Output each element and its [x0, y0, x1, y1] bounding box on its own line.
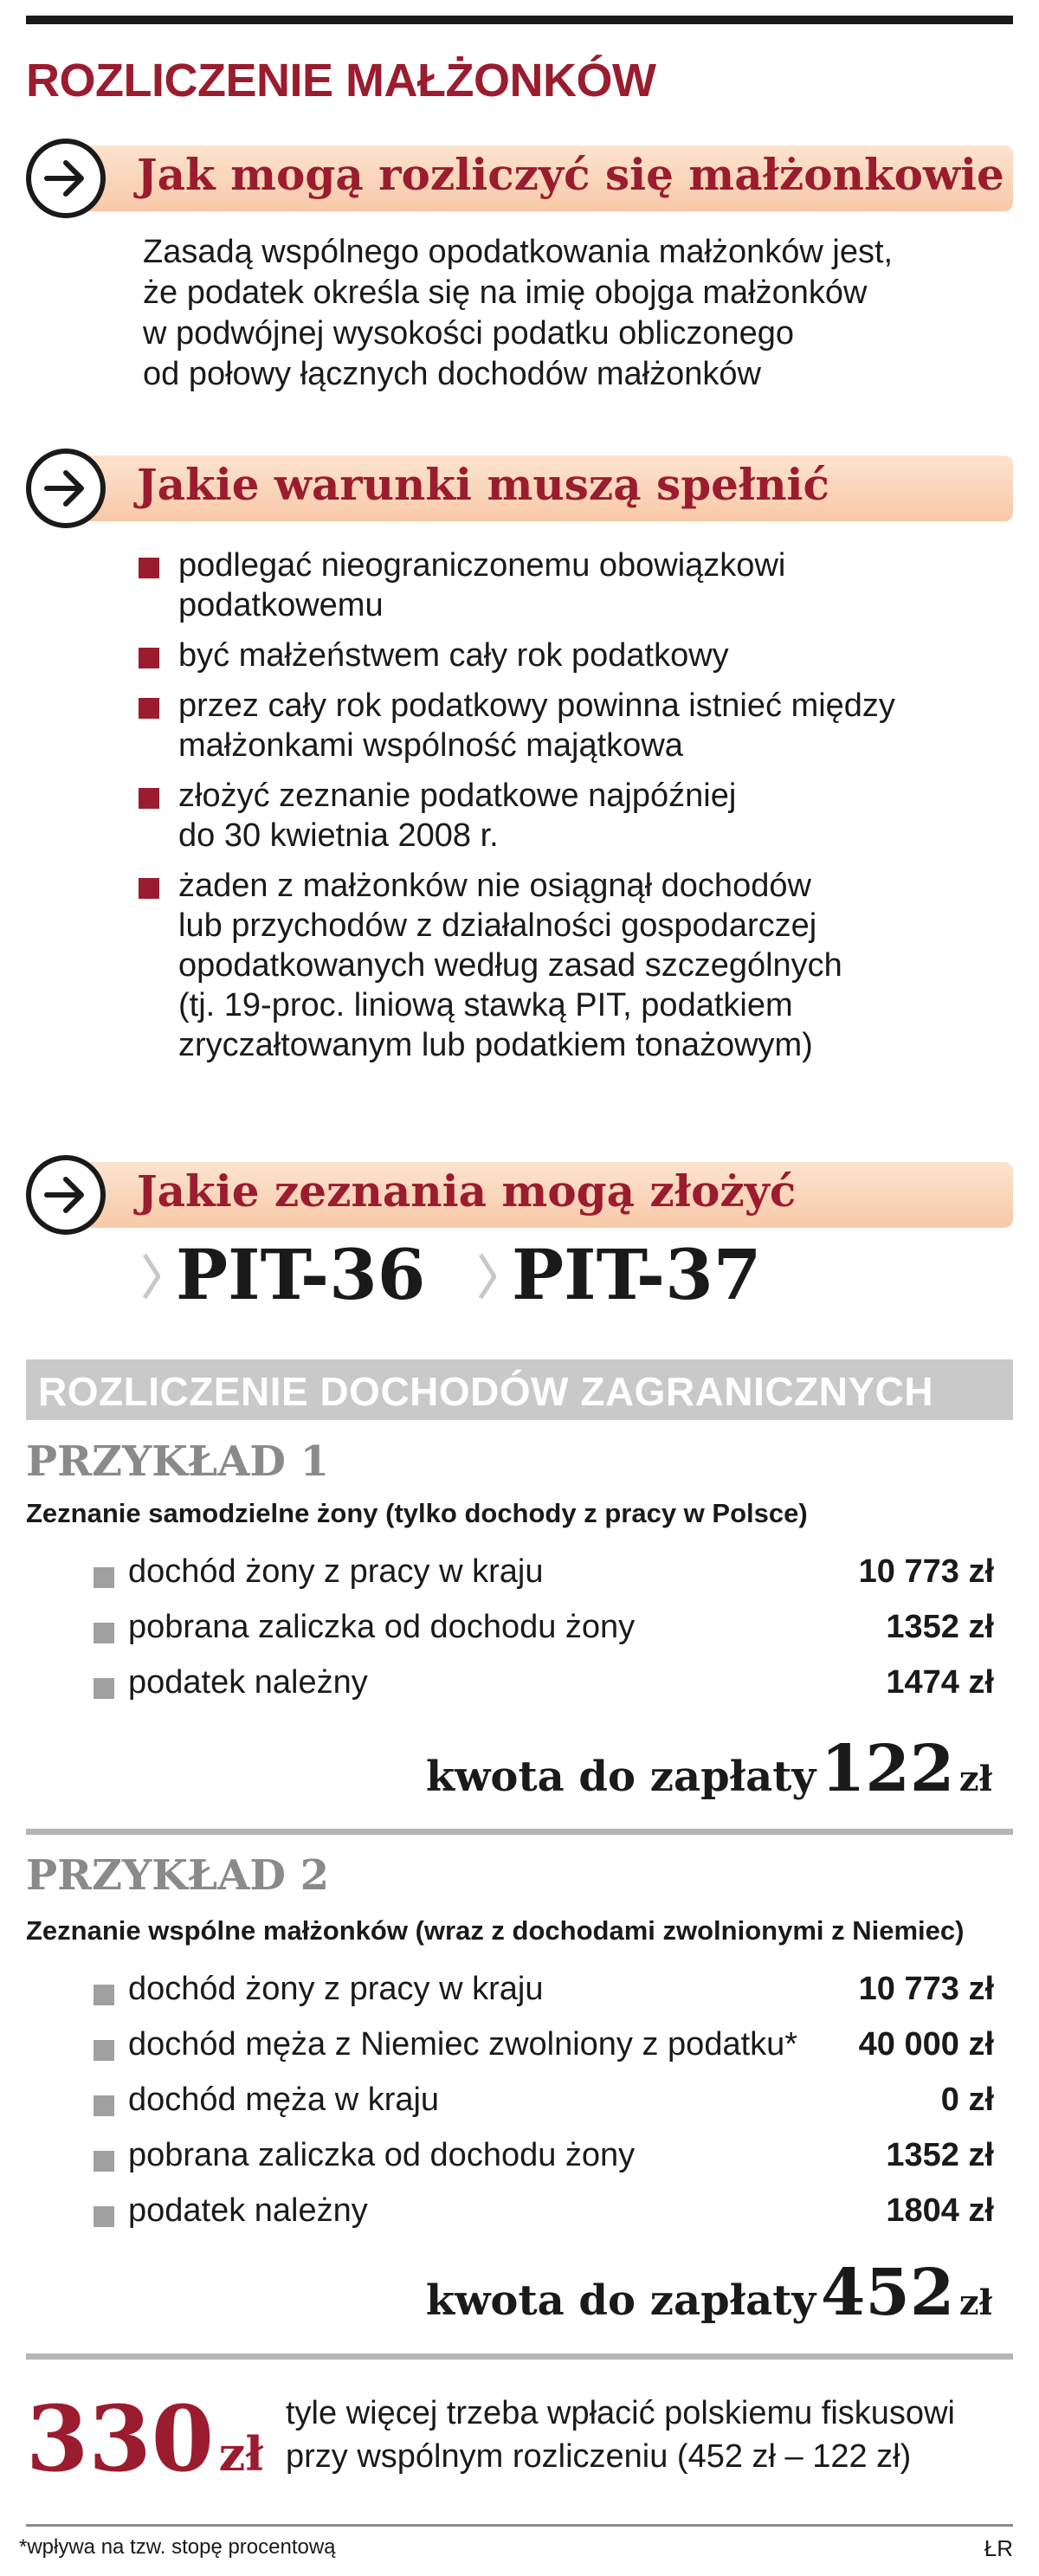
section-heading: Jakie warunki muszą spełnić — [137, 459, 829, 510]
bullet-square-icon — [139, 698, 159, 719]
conditions-list — [139, 546, 1004, 1075]
row-label: pobrana zaliczka od dochodu żony — [128, 1609, 636, 1645]
row-value: 10 773 zł — [858, 1553, 994, 1590]
section-heading: Jak mogą rozliczyć się małżonkowie — [137, 149, 1004, 200]
section-heading: Jakie zeznania mogą złożyć — [137, 1165, 797, 1217]
row-label: dochód żony z pracy w kraju — [128, 1553, 544, 1590]
chevron-right-icon — [143, 1253, 160, 1300]
note-line: tyle więcej trzeba wpłacić polskiemu fiskusowi — [286, 2395, 955, 2431]
example2-title: PRZYKŁAD 2 — [26, 1851, 330, 1900]
amount-unit: zł — [218, 2426, 264, 2482]
bullet-square-icon — [94, 2151, 114, 2172]
total-unit: zł — [958, 2282, 992, 2323]
list-item: przez cały rok podatkowy powinna istnieć między małżonkami wspólność majątkowa — [139, 686, 1004, 765]
table-row — [94, 2132, 994, 2187]
row-label: pobrana zaliczka od dochodu żony — [128, 2137, 636, 2173]
row-label: podatek należny — [128, 2192, 368, 2229]
text-line: w podwójnej wysokości podatku obliczonego — [143, 315, 795, 352]
text-line: od połowy łącznych dochodów małżonków — [143, 356, 761, 392]
arrow-right-circle-icon — [26, 139, 106, 218]
table-row — [94, 1548, 994, 1604]
list-item: być małżeństwem cały rok podatkowy — [139, 636, 1004, 675]
bullet-square-icon — [139, 878, 159, 899]
total-label: kwota do zapłaty — [425, 2276, 816, 2325]
table-row — [94, 2021, 994, 2076]
total-value: 452 — [820, 2256, 955, 2330]
row-value: 40 000 zł — [858, 2026, 994, 2063]
top-rule — [26, 16, 1013, 24]
list-item: złożyć zeznanie podatkowe najpóźniej do 30 kwietnia 2008 r. — [139, 776, 1004, 855]
list-item: podlegać nieograniczonemu obowiązkowi podatkowemu — [139, 546, 1004, 625]
chevron-right-icon — [479, 1253, 496, 1300]
author-credit: ŁR — [984, 2535, 1013, 2561]
example1-title: PRZYKŁAD 1 — [26, 1437, 330, 1486]
bullet-square-icon — [139, 788, 159, 809]
bullet-square-icon — [94, 2095, 114, 2116]
form-pit36: PIT-36 — [176, 1234, 426, 1315]
bullet-square-icon — [139, 558, 159, 578]
list-item: żaden z małżonków nie osiągnął dochodów lub przychodów z działalności gospodarczej opodatkowanych według zasad szczególnych (tj. 19-proc. liniową stawką PIT, podatkiem zryczałtowanym lub podatkiem tonażowym) — [139, 866, 1004, 1065]
bullet-square-icon — [139, 648, 159, 668]
row-value: 0 zł — [940, 2082, 994, 2118]
bullet-square-icon — [94, 1623, 114, 1643]
example2-total — [426, 2256, 992, 2330]
section-header-2 — [26, 449, 1013, 528]
total-value: 122 — [820, 1732, 955, 1806]
text-line: że podatek określa się na imię obojga małżonków — [143, 274, 868, 311]
example2-subtitle: Zeznanie wspólne małżonków (wraz z dochodami zwolnionymi z Niemiec) — [26, 1915, 965, 1946]
example1-subtitle: Zeznanie samodzielne żony (tylko dochody z pracy w Polsce) — [26, 1498, 808, 1528]
divider — [26, 1829, 1013, 1835]
row-label: podatek należny — [128, 1664, 368, 1701]
example1-total — [426, 1732, 992, 1806]
row-value: 10 773 zł — [858, 1971, 994, 2007]
table-row — [94, 1966, 994, 2021]
table-row — [94, 1659, 994, 1714]
form-pit37: PIT-37 — [512, 1234, 762, 1315]
difference-note — [286, 2392, 1004, 2478]
table-row — [94, 1604, 994, 1659]
row-value: 1804 zł — [886, 2192, 994, 2229]
total-unit: zł — [958, 1759, 992, 1799]
row-label: dochód męża z Niemiec zwolniony z podatku* — [128, 2026, 798, 2063]
bullet-square-icon — [94, 2040, 114, 2061]
page-title: ROZLICZENIE MAŁŻONKÓW — [26, 55, 656, 107]
row-label: dochód żony z pracy w kraju — [128, 1971, 544, 2007]
example1-rows — [94, 1548, 994, 1714]
difference-amount — [26, 2386, 263, 2492]
text-line: Zasadą wspólnego opodatkowania małżonków jest, — [143, 234, 894, 270]
section-heading: ROZLICZENIE DOCHODÓW ZAGRANICZNYCH — [38, 1369, 934, 1414]
bullet-square-icon — [94, 2206, 114, 2227]
row-value: 1474 zł — [886, 1664, 994, 1701]
row-value: 1352 zł — [886, 1609, 994, 1645]
section1-text — [143, 232, 893, 395]
row-label: dochód męża w kraju — [128, 2082, 440, 2118]
section-header-1 — [26, 139, 1013, 218]
footnote: *wpływa na tzw. stopę procentową — [19, 2535, 336, 2559]
bullet-square-icon — [94, 1985, 114, 2005]
table-row — [94, 2187, 994, 2243]
row-value: 1352 zł — [886, 2137, 994, 2173]
divider — [26, 2353, 1013, 2360]
note-line: przy wspólnym rozliczeniu (452 zł – 122 zł) — [286, 2438, 912, 2475]
divider — [26, 2524, 1013, 2527]
section-header-3 — [26, 1155, 1013, 1235]
amount-value: 330 — [26, 2386, 215, 2492]
forms-row — [143, 1234, 922, 1320]
bullet-square-icon — [94, 1678, 114, 1699]
bullet-square-icon — [94, 1567, 114, 1588]
total-label: kwota do zapłaty — [425, 1753, 816, 1801]
table-row — [94, 2076, 994, 2132]
arrow-right-circle-icon — [26, 1155, 106, 1235]
arrow-right-circle-icon — [26, 449, 106, 528]
foreign-income-header — [26, 1359, 1013, 1420]
example2-rows — [94, 1966, 994, 2243]
